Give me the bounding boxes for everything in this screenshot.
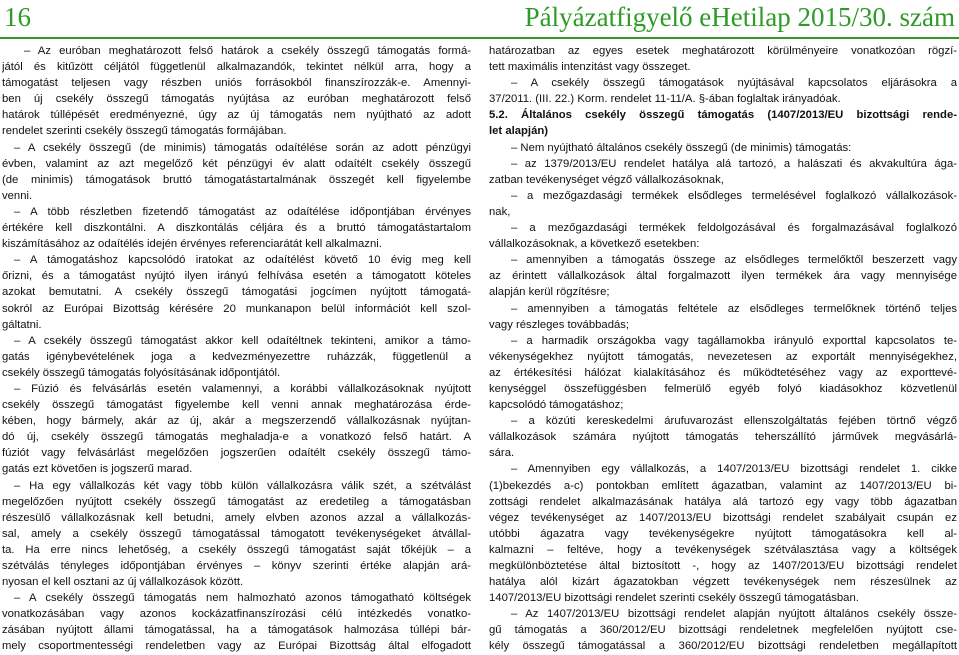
left-column-line: (de minimis) támogatások bruttó támogatástartalmának összegét kell figyelembe [2, 173, 471, 186]
right-column-line: – a mezőgazdasági termékek feldolgozásával és forgalmazásával foglalkozó [511, 222, 957, 235]
left-column-line: azokat bemutatni. A csekély összegű támogatási jogcímen nyújtott támogatá- [2, 286, 471, 299]
left-column-line: – A csekély összegű támogatás nem halmozható azonos támogatható költségek [14, 592, 471, 605]
left-column-line: határok túllépését eredményezné, úgy az új támogatás nem nyújtható az adott [2, 109, 471, 122]
right-column-line: – Nem nyújtható általános csekély összegű (de minimis) támogatás: [511, 141, 852, 154]
right-column-line: zatban tevékenységet végző vállalkozásoknak, [489, 173, 724, 186]
right-column-line: nak, [489, 205, 511, 218]
right-column-line: sára. [489, 447, 515, 460]
left-column-line: – A több részletben fizetendő támogatást az odaítélése időpontjában érvényes [14, 205, 471, 218]
left-column-line: értékére kell diszkontálni. A diszkontálás céljára és a bruttó támogatástartalom [2, 222, 471, 235]
left-column-line: – Fúzió és felvásárlás esetén valamennyi, a korábbi vállalkozásoknak nyújtott [14, 382, 471, 395]
right-column-line: kenységgel összefüggésben felmerülő egyéb folyó kiadásokhoz közvetlenül [489, 382, 957, 395]
left-column-line: támogatást teljesen vagy részben uniós forrásokból finanszírozzák-e. Amennyi- [2, 77, 471, 90]
left-column-line: rendelet szerinti csekély összegű támogatás formájában. [2, 125, 287, 138]
right-column-line: az érintett vállalkozások által forgalmazott ilyen termékek ára vagy mennyisége [489, 270, 957, 283]
right-column-line: – A csekély összegű támogatások nyújtásával kapcsolatos eljárásokra a [511, 77, 957, 90]
right-column-line: az értékesítési hálózat kialakításához és működtetéséhez vagy az exporttevé- [489, 366, 957, 379]
left-column-line: évben, valamint az azt megelőző két pénzügyi év alatt odaítélt csekély összegű [2, 157, 471, 170]
left-column-line: csekély összegű támogatás folyósításának időpontjától. [2, 366, 281, 379]
left-column-line: ben új csekély összegű támogatás nyújtása az euróban meghatározott felső [2, 93, 471, 106]
left-column-line: nyosan el kell osztani az új vállalkozások között. [2, 576, 244, 589]
right-column-line: – az 1379/2013/EU rendelet hatálya alá tartozó, a halászati és akvakultúra ága- [511, 157, 957, 170]
left-column-line: jától és kitűzött céljától függetlenül alkalmazandók, tekintet nélkül arra, hogy a [2, 61, 471, 74]
right-column-line: zottsági rendelet alkalmazásának hatálya alá tartozó egy vagy több ágazatban [489, 495, 957, 508]
left-column-line: vonatkozásában vagy azonos kockázatfinanszírozási célú intézkedés vonatko- [2, 608, 471, 621]
right-column-line: végez tevékenységet az 1407/2013/EU bizottsági rendelet szabályait csupán ez [489, 511, 957, 524]
left-column-line: őrizni, és a támogatást nyújtó ilyen irányú felhívása esetén a támogatott köteles [2, 270, 471, 283]
right-column-line: vékenységekhez nyújtott támogatás, nevezetesen az exportált mennyiségekhez, [489, 350, 957, 363]
right-column-line: let alapján) [489, 125, 549, 138]
left-column-line: csekély összegű támogatást figyelembe kell venni annak meghatározása érde- [2, 399, 471, 412]
right-column-line: gű támogatás a 360/2012/EU bizottsági rendeletnek megfelelően nyújtott cse- [489, 624, 957, 637]
left-column-line: – A csekély összegű (de minimis) támogatás odaítélése során az adott pénzügyi [14, 141, 471, 154]
left-column-line: fúziót vagy felvásárlást megelőzően jogszerűen odaítélt csekély összegű támo- [2, 447, 471, 460]
left-column-line: – A támogatáshoz kapcsolódó iratokat az odaítélést követő 10 évig meg kell [14, 254, 471, 267]
right-column-line: utóbbi ágazatra vagy tevékenységekre nyújtott támogatásokra kell al- [489, 527, 957, 540]
right-column-line: – amennyiben a támogatás összege az elsődleges termelőktől beszerzett vagy [511, 254, 957, 267]
publication-title: Pályázatfigyelő eHetilap 2015/30. szám [524, 2, 955, 32]
right-column-line: 5.2. Általános csekély összegű támogatás (1407/2013/EU bizottsági rende- [489, 109, 957, 122]
left-column-line: részesülő vállalkozásnak kell betudni, amely elvben azonos azzal a vállalkozás- [2, 511, 471, 524]
right-column-line: 1407/2013/EU bizottsági rendelet szerinti csekély összegű támogatásban. [489, 592, 859, 605]
left-text-column [2, 43, 471, 655]
left-column-line: kiszámításához az odaítélés idején érvényes referenciarátát kell alkalmazni. [2, 238, 382, 251]
header-divider [0, 37, 959, 39]
right-column-line: vállalkozásoknak, a következő esetekben: [489, 238, 700, 251]
right-column-line: megkülönböztetése által biztosított -, hogy az 1407/2013/EU bizottsági rendelet [489, 560, 957, 572]
left-column-line: sal, amely a csekély összegű támogatással támogatott tevékenységeket átvállal- [2, 527, 471, 540]
right-column-line: – amennyiben a támogatás feltétele az elsődleges termelőknek történő teljes [511, 302, 957, 315]
left-column-line: gatás ezt követően is jogszerű marad. [2, 463, 193, 476]
right-column-line: kély összegű támogatással a 360/2012/EU bizottsági rendeletben megállapított [489, 640, 957, 653]
right-column-line: – a mezőgazdasági termékek elsődleges termelésével foglalkozó vállalkozások- [511, 189, 957, 202]
left-column-line: gatás igénybevételének joga a kedvezményezettre ruházzák, függetlenül a [2, 350, 471, 363]
left-column-line: – A csekély összegű támogatást akkor kell odaítéltnek tekinteni, amikor a támo- [14, 334, 471, 347]
right-column-line: kalmazni – feltéve, hogy a tevékenységek szétválasztása vagy a költségek [489, 543, 957, 556]
left-column-line: – Ha egy vállalkozás két vagy több külön vállalkozásra válik szét, a szétválást [14, 479, 471, 492]
left-column-line: szétválás tényleges időpontjában érvényes – könyv szerinti értéke alapján ará- [2, 560, 471, 572]
page-number: 16 [4, 2, 31, 32]
left-column-line: venni. [2, 189, 33, 202]
right-column-line: – a harmadik országokba vagy tagállamokba irányuló exporttal kapcsolatos te- [511, 334, 957, 347]
left-column-line: ta. Ha erre nincs lehetőség, a csekély összegű támogatást saját tőkéjük – a [2, 543, 471, 556]
right-column-line: (1)bekezdés a-c) pontokban említett ágazatban, valamint az 1407/2013/EU bi- [489, 479, 957, 492]
left-column-line: – Az euróban meghatározott felső határok a csekély összegű támogatás formá- [24, 45, 471, 57]
right-column-line: hatálya alól kizárt ágazatokban végzett tevékenységek nem részesülnek az [489, 576, 957, 589]
left-column-line: sokról az Európai Bizottság kérésére 20 munkanapon belül információt kell szol- [2, 302, 471, 315]
left-column-line: kében, hogy bármely, akár az új, akár a megszerzendő vállalkozásnak nyújtan- [2, 415, 471, 428]
right-column-line: vagy részleges továbbadás; [489, 318, 630, 331]
page-header [0, 0, 959, 38]
left-column-line: gáltatni. [2, 318, 42, 331]
right-column-line: – a közúti kereskedelmi árufuvarozást ellenszolgáltatás fejében törtnő végző [511, 415, 957, 428]
right-column-line: – Amennyiben egy vállalkozás, a 1407/2013/EU bizottsági rendelet 1. cikke [511, 463, 957, 476]
right-column-line: határozatban az egyes esetek meghatározott körülményeire vonatkozóan rögzí- [489, 45, 957, 57]
right-text-column [489, 43, 957, 655]
right-column-line: vállalkozások számára nyújtott támogatás teherszállító járművek megvásárlá- [489, 431, 957, 444]
right-column-line: tett maximális intenzitást vagy összeget. [489, 61, 691, 74]
right-column-line: kapcsolódó támogatáshoz; [489, 399, 624, 412]
right-column-line: – Az 1407/2013/EU bizottsági rendelet alapján nyújtott általános csekély össze- [511, 608, 957, 621]
left-column-line: zásában nyújtott állami támogatással, ha a támogatások halmozása túllépi bár- [2, 624, 471, 637]
right-column-line: 37/2011. (III. 22.) Korm. rendelet 11-11/A. §-ában foglaltak irányadóak. [489, 93, 841, 106]
left-column-line: mely csoportmentességi rendeletben vagy az Európai Bizottság által elfogadott [2, 640, 471, 653]
left-column-line: megelőzően nyújtott csekély összegű támogatást az eredetileg a támogatásban [2, 495, 471, 508]
right-column-line: alapján kerül rögzítésre; [489, 286, 610, 299]
left-column-line: dó új, csekély összegű támogatás meghaladja-e a vonatkozó felső határt. A [2, 431, 471, 444]
